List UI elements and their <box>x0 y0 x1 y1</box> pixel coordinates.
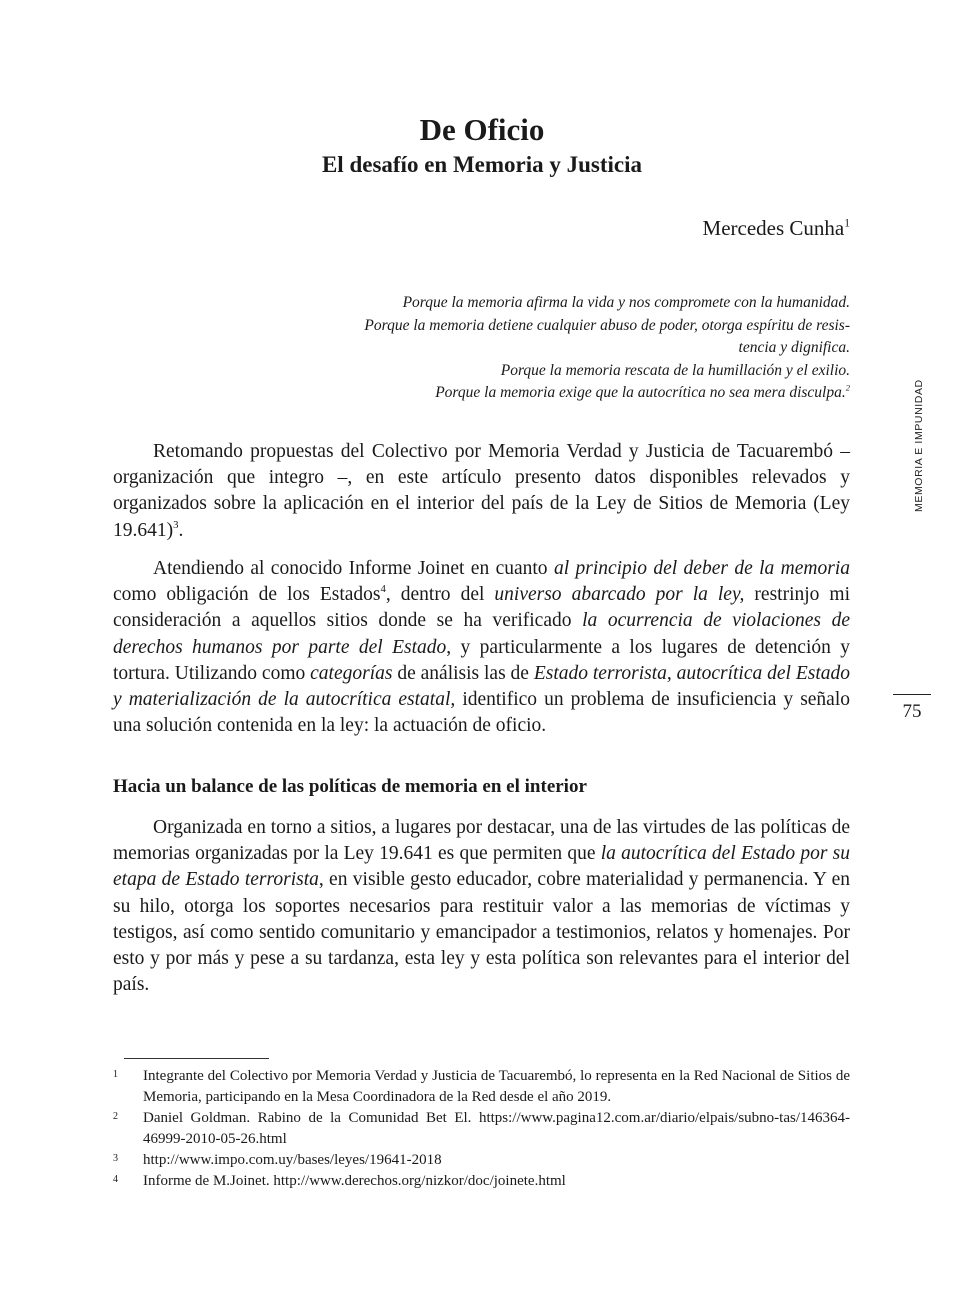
footnote-2 <box>113 1108 850 1150</box>
footnote-ref-2: 2 <box>845 382 850 393</box>
page-number-rule <box>893 694 931 695</box>
paragraph-end: . <box>178 519 184 541</box>
paragraph-joinet <box>113 556 850 739</box>
epigraph-line: Porque la memoria detiene cualquier abuso de poder, otorga espíritu de resis- <box>364 316 850 334</box>
footnote-1 <box>113 1066 850 1108</box>
text-run: Organizada en torno a sitios, a lugares por destacar, una de las virtudes de las políticas de memorias organizadas por la Ley 19.641 es que permiten que <box>113 817 850 865</box>
footnote-text: Integrante del Colectivo por Memoria Verdad y Justicia de Tacuarembó, lo representa en la Red Nacional de Sitios de Memoria, participando en la Mesa Coordinadora de la Red desde el año 2019. <box>143 1068 850 1105</box>
page-subtitle: El desafío en Memoria y Justicia <box>321 152 643 177</box>
italic-run: al principio del deber de la memoria <box>553 558 850 579</box>
text-run: restrinjo mi consideración a aquellos sitios donde se ha verificado <box>113 584 850 632</box>
epigraph-line: tencia y dignifica. <box>738 339 850 356</box>
text-run: como obligación de los Estados <box>113 584 381 606</box>
footnote-number: 1 <box>113 1069 118 1080</box>
text-run: , dentro del <box>385 584 495 606</box>
footnote-3 <box>113 1150 850 1171</box>
paragraph-intro <box>113 439 850 544</box>
section-heading: Hacia un balance de las políticas de memoria en el interior <box>113 776 587 797</box>
text-run: identifico un problema de insuficiencia y señalo una solución contenida en la ley: la actuación de oficio. <box>113 689 851 737</box>
footnote-ref-4: 4 <box>380 583 386 596</box>
text-run: , en visible gesto educador, cobre materialidad y permanencia. Y en su hilo, otorga los soportes necesarios para restituir valor a las memorias de víctimas y testigos, así como sentido comunitario y emancipador a testimonios, relatos y homenajes. Por esto y por más y pese a su tardanza, esta ley y esta política son relevantes para el interior del país. <box>113 869 850 996</box>
italic-run: la autocrítica del Estado por su etapa de Estado terrorista <box>113 843 850 891</box>
footnote-separator <box>124 1058 269 1059</box>
footnote-4 <box>113 1171 850 1192</box>
italic-run: la ocurrencia de violaciones de derechos humanos por parte del Estado <box>113 610 851 658</box>
paragraph-text: Retomando propuestas del Colectivo por Memoria Verdad y Justicia de Tacuarembó – organización que integro –, en este artículo presento datos disponibles relevados y organizados sobre la aplicación en el interior del país de la Ley de Sitios de Memoria (Ley 19.641) <box>113 441 850 541</box>
text-run: , y particularmente a los lugares de detención y tortura. Utilizando como <box>113 636 850 684</box>
italic-run: universo abarcado por la ley, <box>494 584 745 606</box>
footnote-number: 2 <box>113 1111 118 1122</box>
page-title: De Oficio <box>419 112 545 147</box>
paragraph-balance <box>113 815 850 998</box>
footnotes <box>113 1066 850 1192</box>
text-run: de análisis las de <box>392 662 534 684</box>
footnote-ref-3: 3 <box>173 518 179 531</box>
epigraph-line: Porque la memoria rescata de la humillación y el exilio. <box>500 361 850 379</box>
footnote-ref-1: 1 <box>844 217 850 230</box>
epigraph <box>330 292 850 405</box>
footnote-text: Informe de M.Joinet. http://www.derechos.org/nizkor/doc/joinete.html <box>143 1173 566 1189</box>
epigraph-line: Porque la memoria afirma la vida y nos compromete con la humanidad. <box>402 294 850 311</box>
running-section-label: MEMORIA E IMPUNIDAD <box>913 379 925 512</box>
author-name: Mercedes Cunha <box>702 216 845 240</box>
footnote-number: 4 <box>113 1174 118 1185</box>
footnote-text: Daniel Goldman. Rabino de la Comunidad Bet El. https://www.pagina12.com.ar/diario/elpais/subno-tas/146364-46999-2010-05-26.html <box>143 1110 850 1147</box>
italic-run: Estado terrorista, autocrítica del Estado y materialización de la autocrítica estatal, <box>113 662 850 711</box>
footnote-number: 3 <box>113 1153 118 1164</box>
epigraph-line-last <box>330 382 850 405</box>
text-run: Atendiendo al conocido Informe Joinet en cuanto <box>153 558 554 579</box>
page-number: 75 <box>902 701 922 722</box>
author-line <box>703 214 850 242</box>
italic-run: categorías <box>310 662 393 684</box>
footnote-text: http://www.impo.com.uy/bases/leyes/19641-2018 <box>143 1152 442 1168</box>
epigraph-line-text: Porque la memoria exige que la autocrítica no sea mera disculpa. <box>435 384 846 401</box>
